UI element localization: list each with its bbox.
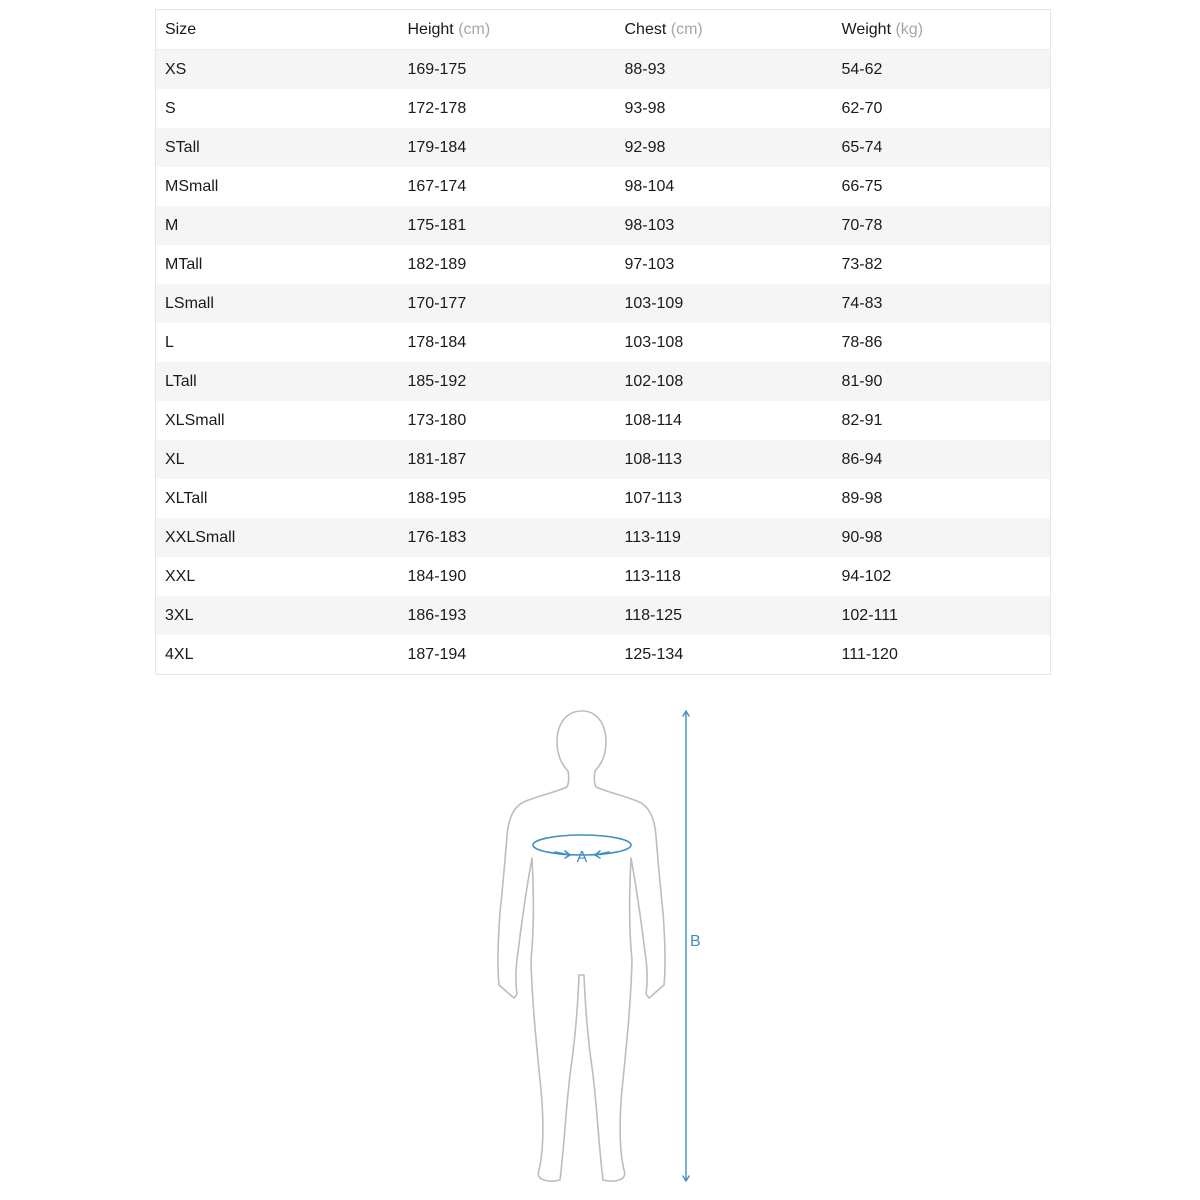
cell-height: 188-195 xyxy=(407,489,467,507)
cell-size: XL xyxy=(165,450,185,468)
table-header-row xyxy=(156,10,1051,50)
cell-size: XLSmall xyxy=(165,411,225,429)
cell-chest: 98-104 xyxy=(624,177,675,195)
cell-weight: 54-62 xyxy=(841,60,883,78)
cell-chest: 108-114 xyxy=(624,411,683,429)
table-row xyxy=(156,89,1051,128)
cell-height: 169-175 xyxy=(407,60,467,78)
cell-weight: 73-82 xyxy=(841,255,883,273)
table-row xyxy=(156,635,1051,675)
cell-chest: 102-108 xyxy=(624,372,684,390)
cell-weight: 65-74 xyxy=(841,138,883,156)
height-measurement xyxy=(683,711,689,1181)
cell-chest: 113-119 xyxy=(624,528,681,546)
cell-size: LTall xyxy=(165,372,197,390)
cell-weight: 74-83 xyxy=(841,294,883,312)
table-row xyxy=(156,362,1051,401)
cell-height: 186-193 xyxy=(407,606,467,624)
cell-chest: 97-103 xyxy=(624,255,675,273)
cell-height: 178-184 xyxy=(407,333,467,351)
cell-weight: 90-98 xyxy=(841,528,883,546)
cell-chest: 103-108 xyxy=(624,333,684,351)
cell-chest: 113-118 xyxy=(624,567,681,585)
cell-height: 172-178 xyxy=(407,99,467,117)
cell-size: MSmall xyxy=(165,177,219,195)
cell-height: 173-180 xyxy=(407,411,467,429)
size-chart-table xyxy=(155,9,1051,675)
cell-height: 187-194 xyxy=(407,645,467,663)
table-row xyxy=(156,206,1051,245)
cell-height: 170-177 xyxy=(407,294,467,312)
height-label-b: B xyxy=(690,933,701,950)
cell-size: M xyxy=(165,216,179,234)
table-row xyxy=(156,50,1051,90)
cell-size: LSmall xyxy=(165,294,214,312)
cell-height: 176-183 xyxy=(407,528,467,546)
cell-weight: 78-86 xyxy=(841,333,883,351)
cell-weight: 62-70 xyxy=(841,99,883,117)
human-silhouette-outline xyxy=(498,711,665,1181)
cell-size: 4XL xyxy=(165,645,194,663)
header-height: Height (cm) xyxy=(407,20,491,38)
table-row xyxy=(156,401,1051,440)
header-weight-unit: (kg) xyxy=(895,20,924,38)
cell-weight: 81-90 xyxy=(841,372,883,390)
cell-size: XS xyxy=(165,60,187,78)
cell-size: S xyxy=(165,99,176,117)
cell-chest: 98-103 xyxy=(624,216,675,234)
table-row xyxy=(156,167,1051,206)
cell-height: 182-189 xyxy=(407,255,467,273)
cell-weight: 66-75 xyxy=(841,177,883,195)
cell-weight: 89-98 xyxy=(841,489,883,507)
cell-size: 3XL xyxy=(165,606,194,624)
cell-weight: 86-94 xyxy=(841,450,883,468)
cell-height: 184-190 xyxy=(407,567,467,585)
cell-size: XXL xyxy=(165,567,196,585)
chest-label-a: A xyxy=(576,849,588,866)
table-row xyxy=(156,323,1051,362)
cell-height: 181-187 xyxy=(407,450,467,468)
table-row xyxy=(156,479,1051,518)
header-height-unit: (cm) xyxy=(458,20,491,38)
cell-height: 175-181 xyxy=(407,216,467,234)
cell-size: L xyxy=(165,333,174,351)
table-body xyxy=(156,50,1051,675)
header-size: Size xyxy=(165,20,197,38)
cell-size: MTall xyxy=(165,255,203,273)
cell-chest: 92-98 xyxy=(624,138,666,156)
cell-size: STall xyxy=(165,138,200,156)
cell-weight: 111-120 xyxy=(841,645,898,663)
cell-chest: 108-113 xyxy=(624,450,683,468)
cell-weight: 94-102 xyxy=(841,567,892,585)
cell-height: 167-174 xyxy=(407,177,467,195)
cell-weight: 102-111 xyxy=(841,606,898,624)
header-chest: Chest (cm) xyxy=(624,20,703,38)
body-measurement-diagram xyxy=(480,700,720,1190)
cell-chest: 125-134 xyxy=(624,645,684,663)
cell-chest: 103-109 xyxy=(624,294,684,312)
cell-size: XLTall xyxy=(165,489,208,507)
table-row xyxy=(156,284,1051,323)
table-row xyxy=(156,557,1051,596)
cell-chest: 93-98 xyxy=(624,99,666,117)
header-weight: Weight (kg) xyxy=(841,20,924,38)
cell-weight: 82-91 xyxy=(841,411,883,429)
cell-chest: 118-125 xyxy=(624,606,683,624)
cell-chest: 88-93 xyxy=(624,60,666,78)
cell-size: XXLSmall xyxy=(165,528,236,546)
cell-height: 185-192 xyxy=(407,372,467,390)
table-row xyxy=(156,518,1051,557)
cell-height: 179-184 xyxy=(407,138,467,156)
header-chest-unit: (cm) xyxy=(670,20,703,38)
cell-chest: 107-113 xyxy=(624,489,683,507)
cell-weight: 70-78 xyxy=(841,216,883,234)
table-row xyxy=(156,440,1051,479)
table-row xyxy=(156,596,1051,635)
table-row xyxy=(156,245,1051,284)
table-row xyxy=(156,128,1051,167)
